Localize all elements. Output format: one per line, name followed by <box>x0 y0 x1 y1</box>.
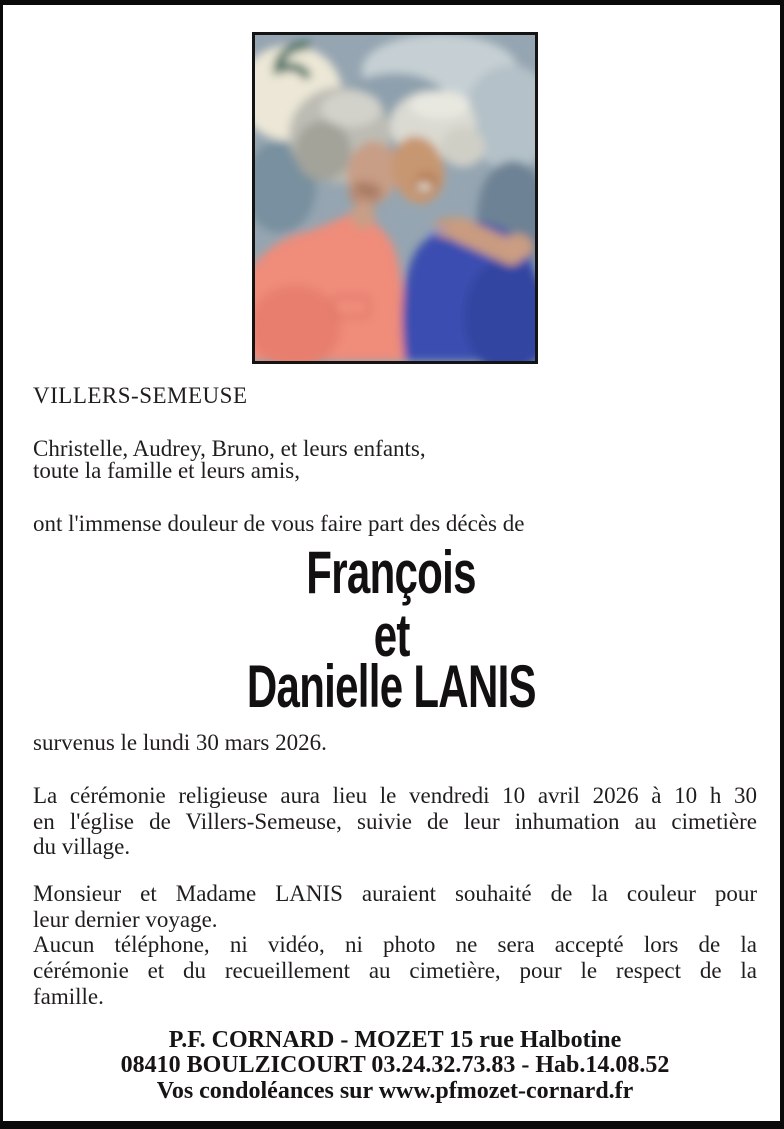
deceased-name-first: François <box>306 539 477 606</box>
ceremony-line: en l'église de Villers-Semeuse, suivie de leur inhumation au cimetière <box>33 808 757 834</box>
condolences-website-line: Vos condoléances sur www.pfmozet-cornard.fr <box>156 1077 634 1104</box>
funeral-home-name-address: P.F. CORNARD - MOZET 15 rue Halbotine <box>168 1027 622 1053</box>
deceased-name-conjunction: et <box>373 602 410 669</box>
wishes-line: Monsieur et Madame LANIS auraient souhaité de la couleur pour <box>33 881 757 906</box>
family-intro-line: toute la famille et leurs amis, <box>33 457 300 483</box>
wishes-line: cérémonie et du recueillement au cimetière, pour le respect de la <box>33 958 757 984</box>
wishes-line: leur dernier voyage. <box>33 906 218 932</box>
couple-photo-illustration <box>255 35 535 361</box>
deceased-couple-photo <box>252 32 538 364</box>
wishes-line: famille. <box>33 983 104 1009</box>
wishes-line: Aucun téléphone, ni vidéo, ni photo ne sera accepté lors de la <box>33 932 757 958</box>
death-date-line: survenus le lundi 30 mars 2026. <box>33 730 327 755</box>
ceremony-paragraph <box>33 783 757 860</box>
deceased-name-second: Danielle LANIS <box>247 653 536 720</box>
wishes-paragraph <box>33 881 757 1010</box>
announcement-line: ont l'immense douleur de vous faire part des décès de <box>33 511 525 536</box>
family-intro <box>33 438 757 481</box>
ceremony-line: du village. <box>33 834 131 860</box>
ceremony-line: La cérémonie religieuse aura lieu le vendredi 10 avril 2026 à 10 h 30 <box>33 783 757 808</box>
funeral-home-footer <box>33 1028 757 1104</box>
family-intro-line: Christelle, Audrey, Bruno, et leurs enfants, <box>33 436 426 461</box>
funeral-home-city-phone: 08410 BOULZICOURT 03.24.32.73.83 - Hab.14.08.52 <box>120 1052 670 1079</box>
location-heading: VILLERS-SEMEUSE <box>33 383 248 408</box>
